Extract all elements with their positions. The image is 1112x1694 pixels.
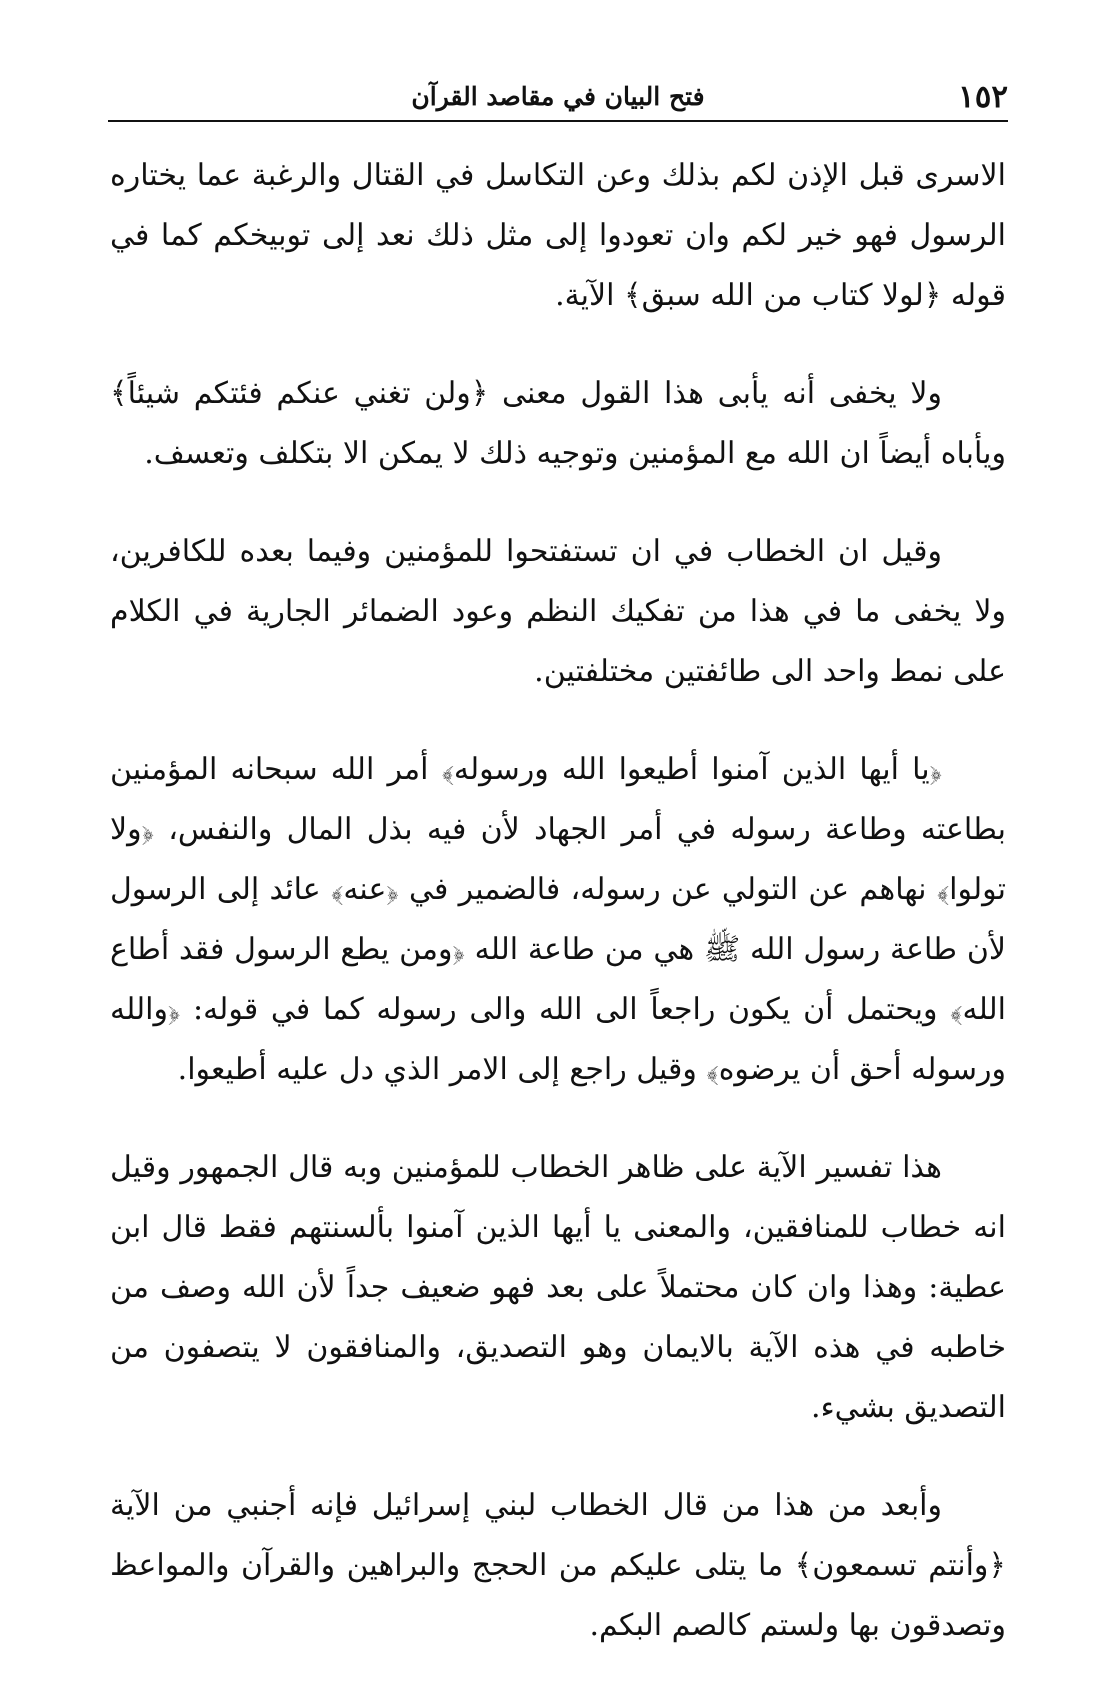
running-title: فتح البيان في مقاصد القرآن <box>411 82 705 111</box>
paragraph: وقيل ان الخطاب في ان تستفتحوا للمؤمنين وفيما بعده للكافرين، ولا يخفى ما في هذا من تفكيك النظم وعود الضمائر الجارية في الكلام على نمط واحد الى طائفتين مختلفتين. <box>110 534 1006 689</box>
paragraph: ﴿يا أيها الذين آمنوا أطيعوا الله ورسوله﴾ أمر الله سبحانه المؤمنين بطاعته وطاعة رسوله في أمر الجهاد لأن فيه بذل المال والنفس، ﴿ولا تولوا﴾ نهاهم عن التولي عن رسوله، فالضمير في ﴿عنه﴾ عائد إلى الرسول لأن طاعة رسول الله ﷺ هي من طاعة الله ﴿ومن يطع الرسول فقد أطاع الله﴾ ويحتمل أن يكون راجعاً الى الله والى رسوله كما في قوله: ﴿والله ورسوله أحق أن يرضوه﴾ وقيل راجع إلى الامر الذي دل عليه أطيعوا. <box>110 752 1006 1087</box>
paragraph-continuation: الاسرى قبل الإذن لكم بذلك وعن التكاسل في القتال والرغبة عما يختاره الرسول فهو خير لكم وان تعودوا إلى مثل ذلك نعد إلى توبيخكم كما في قوله ﴿لولا كتاب من الله سبق﴾ الآية. <box>110 158 1006 313</box>
page-header <box>108 72 1008 122</box>
paragraph: هذا تفسير الآية على ظاهر الخطاب للمؤمنين وبه قال الجمهور وقيل انه خطاب للمنافقين، والمعنى يا أيها الذين آمنوا بألسنتهم فقط قال ابن عطية: وهذا وان كان محتملاً على بعد فهو ضعيف جداً لأن الله وصف من خاطبه في هذه الآية بالايمان وهو التصديق، والمنافقون لا يتصفون من التصديق بشيء. <box>110 1150 1006 1425</box>
paragraph: وأبعد من هذا من قال الخطاب لبني إسرائيل فإنه أجنبي من الآية ﴿وأنتم تسمعون﴾ ما يتلى عليكم من الحجج والبراهين والقرآن والمواعظ وتصدقون بها ولستم كالصم البكم. <box>110 1488 1006 1643</box>
paragraph: ولا يخفى أنه يأبى هذا القول معنى ﴿ولن تغني عنكم فئتكم شيئاً﴾ ويأباه أيضاً ان الله مع المؤمنين وتوجيه ذلك لا يمكن الا بتكلف وتعسف. <box>110 376 1006 471</box>
page-number: ١٥٢ <box>958 79 1008 115</box>
page-body <box>110 146 1006 1694</box>
